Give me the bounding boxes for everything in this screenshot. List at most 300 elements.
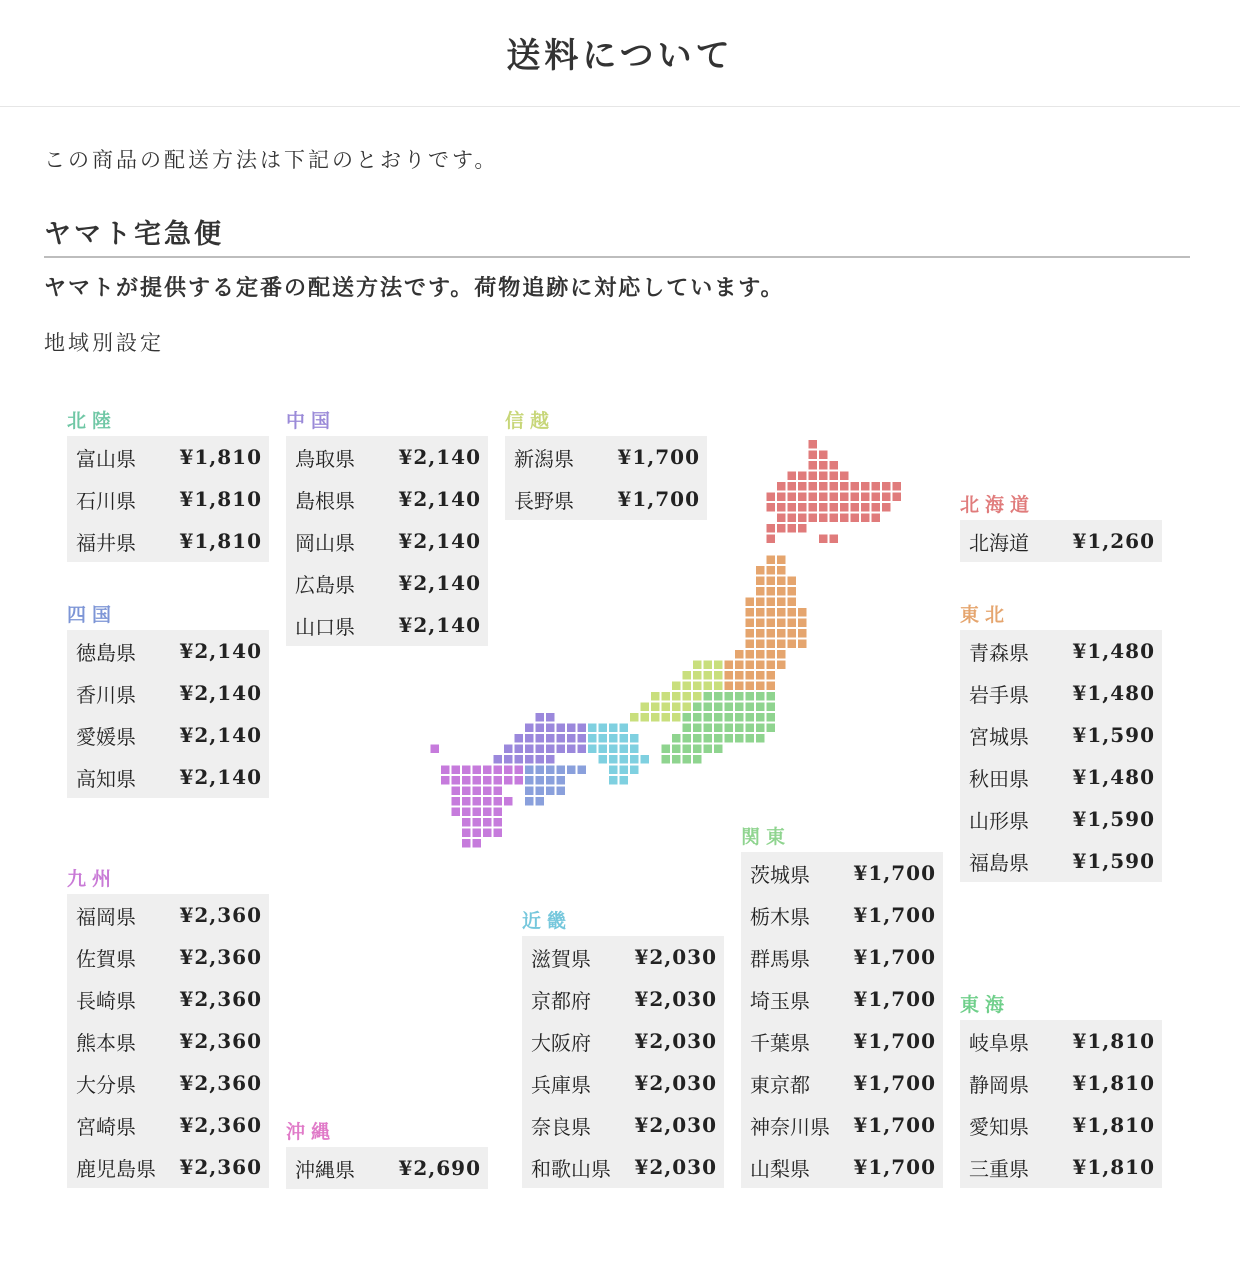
shipping-price: ¥1,810	[179, 529, 262, 553]
prefecture-row	[960, 672, 1162, 714]
map-cell-chubu	[714, 661, 723, 670]
shipping-price: ¥1,700	[853, 1155, 936, 1179]
prefecture-row	[67, 520, 269, 562]
region-title-hokkaido: 北海道	[960, 494, 1036, 516]
prefecture-name: 滋賀県	[531, 946, 591, 971]
map-cell-kyushu	[515, 766, 524, 775]
map-cell-chubu	[651, 692, 660, 701]
map-cell-chugoku	[494, 755, 503, 764]
shipping-price: ¥2,030	[634, 945, 717, 969]
map-cell-kinki	[599, 724, 608, 733]
map-cell-hokkaido	[798, 482, 807, 491]
prefecture-row	[960, 1146, 1162, 1188]
shipping-price: ¥2,360	[179, 1029, 262, 1053]
prefecture-row	[522, 1062, 724, 1104]
map-cell-kyushu	[431, 745, 440, 754]
prefecture-name: 長野県	[514, 488, 574, 513]
map-cell-hokkaido	[798, 493, 807, 502]
map-cell-tohoku	[725, 682, 734, 691]
map-cell-chugoku	[525, 745, 534, 754]
prefecture-row	[67, 630, 269, 672]
map-cell-kyushu	[473, 787, 482, 796]
map-cell-kyushu	[483, 787, 492, 796]
shipping-price: ¥1,590	[1072, 807, 1155, 831]
prefecture-row	[522, 1104, 724, 1146]
map-cell-kanto	[693, 703, 702, 712]
prefecture-name: 広島県	[295, 572, 355, 597]
prefecture-name: 千葉県	[750, 1030, 810, 1055]
map-cell-kinki	[599, 755, 608, 764]
shipping-price: ¥1,700	[853, 903, 936, 927]
map-cell-hokkaido	[893, 493, 902, 502]
map-cell-hokkaido	[882, 482, 891, 491]
prefecture-name: 山梨県	[750, 1156, 810, 1181]
map-cell-hokkaido	[819, 493, 828, 502]
map-cell-kinki	[588, 724, 597, 733]
map-cell-kyushu	[515, 776, 524, 785]
prefecture-name: 北海道	[969, 530, 1029, 555]
region-title-kanto: 関東	[741, 826, 792, 848]
map-cell-tohoku	[735, 650, 744, 659]
map-cell-kinki	[609, 766, 618, 775]
map-cell-chugoku	[557, 734, 566, 743]
map-cell-chugoku	[578, 734, 587, 743]
map-cell-kanto	[683, 734, 692, 743]
map-cell-kyushu	[441, 776, 450, 785]
map-cell-hokkaido	[872, 493, 881, 502]
prefecture-name: 山口県	[295, 614, 355, 639]
map-cell-tohoku	[756, 587, 765, 596]
map-cell-chugoku	[557, 745, 566, 754]
prefecture-row	[960, 630, 1162, 672]
shipping-price: ¥2,140	[179, 639, 262, 663]
shipping-price: ¥1,810	[1072, 1155, 1155, 1179]
map-cell-hokkaido	[830, 503, 839, 512]
map-cell-kyushu	[462, 829, 471, 838]
map-cell-hokkaido	[861, 482, 870, 491]
map-cell-kanto	[725, 734, 734, 743]
map-cell-shikoku	[525, 776, 534, 785]
prefecture-price-list	[67, 436, 269, 562]
map-cell-chubu	[714, 682, 723, 691]
prefecture-name: 福岡県	[76, 904, 136, 929]
map-cell-tohoku	[767, 661, 776, 670]
prefecture-name: 福井県	[76, 530, 136, 555]
shipping-price: ¥1,590	[1072, 849, 1155, 873]
map-cell-hokkaido	[767, 503, 776, 512]
map-cell-kyushu	[494, 829, 503, 838]
map-cell-kanto	[714, 713, 723, 722]
map-cell-tohoku	[746, 682, 755, 691]
map-cell-kinki	[620, 745, 629, 754]
map-cell-chugoku	[504, 745, 513, 754]
map-cell-tohoku	[767, 650, 776, 659]
map-cell-tohoku	[798, 629, 807, 638]
map-cell-tohoku	[756, 598, 765, 607]
map-cell-chugoku	[578, 745, 587, 754]
prefecture-name: 新潟県	[514, 446, 574, 471]
map-cell-chugoku	[578, 724, 587, 733]
map-cell-tohoku	[756, 650, 765, 659]
shipping-price: ¥2,360	[179, 987, 262, 1011]
map-cell-hokkaido	[872, 503, 881, 512]
map-cell-kanto	[756, 713, 765, 722]
map-cell-kyushu	[483, 818, 492, 827]
shipping-price: ¥2,030	[634, 1071, 717, 1095]
shipping-price: ¥1,480	[1072, 681, 1155, 705]
prefecture-row	[960, 756, 1162, 798]
map-cell-shikoku	[525, 787, 534, 796]
map-cell-chubu	[683, 682, 692, 691]
map-cell-hokkaido	[777, 503, 786, 512]
map-cell-tohoku	[746, 598, 755, 607]
map-cell-kanto	[693, 745, 702, 754]
map-cell-tohoku	[746, 640, 755, 649]
map-cell-chugoku	[536, 755, 545, 764]
map-cell-kanto	[704, 745, 713, 754]
map-cell-tohoku	[767, 598, 776, 607]
map-cell-hokkaido	[840, 493, 849, 502]
map-cell-kanto	[662, 755, 671, 764]
map-cell-kyushu	[483, 776, 492, 785]
map-cell-tohoku	[767, 556, 776, 565]
map-cell-shikoku	[525, 797, 534, 806]
map-cell-kyushu	[473, 766, 482, 775]
map-cell-kyushu	[483, 829, 492, 838]
map-cell-tohoku	[756, 671, 765, 680]
map-cell-tohoku	[746, 608, 755, 617]
shipping-price: ¥2,140	[398, 445, 481, 469]
map-cell-chubu	[630, 713, 639, 722]
map-cell-hokkaido	[777, 514, 786, 523]
map-cell-kanto	[683, 755, 692, 764]
map-cell-kanto	[704, 734, 713, 743]
map-cell-tohoku	[756, 566, 765, 575]
region-kinki	[522, 906, 724, 1188]
map-cell-kinki	[620, 724, 629, 733]
map-cell-tohoku	[788, 608, 797, 617]
map-cell-chubu	[641, 703, 650, 712]
shipping-price: ¥2,140	[398, 613, 481, 637]
map-cell-kinki	[630, 766, 639, 775]
prefecture-name: 富山県	[76, 446, 136, 471]
prefecture-name: 長崎県	[76, 988, 136, 1013]
map-cell-shikoku	[546, 787, 555, 796]
shipping-price: ¥1,810	[1072, 1071, 1155, 1095]
map-cell-chubu	[714, 671, 723, 680]
map-cell-kanto	[746, 734, 755, 743]
map-cell-chubu	[672, 703, 681, 712]
map-cell-kyushu	[473, 797, 482, 806]
map-cell-tohoku	[777, 650, 786, 659]
map-cell-chubu	[683, 703, 692, 712]
map-cell-kanto	[693, 724, 702, 733]
map-cell-kanto	[693, 713, 702, 722]
prefecture-row	[522, 1020, 724, 1062]
map-cell-hokkaido	[819, 535, 828, 544]
map-cell-hokkaido	[788, 514, 797, 523]
map-cell-hokkaido	[788, 524, 797, 533]
map-cell-tohoku	[756, 661, 765, 670]
prefecture-price-list	[960, 520, 1162, 562]
prefecture-name: 茨城県	[750, 862, 810, 887]
map-cell-kanto	[756, 724, 765, 733]
map-cell-hokkaido	[851, 514, 860, 523]
map-cell-hokkaido	[830, 493, 839, 502]
map-cell-hokkaido	[830, 461, 839, 470]
prefecture-name: 石川県	[76, 488, 136, 513]
map-cell-tohoku	[777, 556, 786, 565]
shipping-price: ¥2,140	[179, 723, 262, 747]
prefecture-row	[960, 520, 1162, 562]
map-cell-chubu	[651, 703, 660, 712]
map-cell-tohoku	[756, 577, 765, 586]
prefecture-name: 大分県	[76, 1072, 136, 1097]
prefecture-name: 岐阜県	[969, 1030, 1029, 1055]
map-cell-kyushu	[504, 766, 513, 775]
map-cell-kyushu	[483, 797, 492, 806]
map-cell-chubu	[672, 692, 681, 701]
shipping-price: ¥2,030	[634, 1029, 717, 1053]
map-cell-kyushu	[462, 808, 471, 817]
map-cell-tohoku	[777, 598, 786, 607]
map-cell-tohoku	[777, 661, 786, 670]
prefecture-row	[741, 1062, 943, 1104]
map-cell-hokkaido	[798, 524, 807, 533]
prefecture-row	[67, 894, 269, 936]
prefecture-row	[522, 978, 724, 1020]
map-cell-chubu	[662, 692, 671, 701]
map-cell-tohoku	[746, 650, 755, 659]
map-cell-kanto	[756, 734, 765, 743]
prefecture-name: 岡山県	[295, 530, 355, 555]
map-cell-kyushu	[473, 829, 482, 838]
map-cell-kyushu	[494, 787, 503, 796]
prefecture-row	[286, 1147, 488, 1189]
map-cell-tohoku	[767, 682, 776, 691]
map-cell-tohoku	[788, 587, 797, 596]
map-cell-chubu	[693, 692, 702, 701]
map-cell-chubu	[641, 713, 650, 722]
prefecture-row	[741, 978, 943, 1020]
prefecture-row	[67, 978, 269, 1020]
prefecture-name: 鳥取県	[295, 446, 355, 471]
prefecture-row	[67, 936, 269, 978]
map-cell-kyushu	[462, 839, 471, 848]
prefecture-name: 鹿児島県	[76, 1156, 156, 1181]
map-cell-shikoku	[536, 766, 545, 775]
map-cell-kyushu	[452, 766, 461, 775]
region-title-kyushu: 九州	[67, 868, 118, 890]
map-cell-kanto	[756, 703, 765, 712]
shipping-price: ¥1,260	[1072, 529, 1155, 553]
prefecture-name: 三重県	[969, 1156, 1029, 1181]
prefecture-row	[67, 1104, 269, 1146]
shipping-price: ¥2,030	[634, 987, 717, 1011]
region-okinawa	[286, 1117, 488, 1189]
map-cell-kanto	[683, 745, 692, 754]
map-cell-kyushu	[452, 787, 461, 796]
map-cell-chubu	[704, 682, 713, 691]
map-cell-shikoku	[546, 776, 555, 785]
map-cell-tohoku	[756, 682, 765, 691]
map-cell-hokkaido	[840, 472, 849, 481]
prefecture-name: 青森県	[969, 640, 1029, 665]
map-cell-chugoku	[515, 755, 524, 764]
prefecture-row	[960, 1020, 1162, 1062]
map-cell-kyushu	[462, 818, 471, 827]
map-cell-tohoku	[756, 629, 765, 638]
prefecture-row	[67, 478, 269, 520]
map-cell-shikoku	[557, 766, 566, 775]
map-cell-kinki	[588, 734, 597, 743]
shipping-price: ¥1,590	[1072, 723, 1155, 747]
map-cell-hokkaido	[840, 503, 849, 512]
prefecture-row	[67, 1146, 269, 1188]
map-cell-chugoku	[567, 745, 576, 754]
prefecture-price-list	[522, 936, 724, 1188]
map-cell-kinki	[609, 724, 618, 733]
map-cell-kinki	[630, 734, 639, 743]
map-cell-kinki	[609, 745, 618, 754]
prefecture-row	[67, 1062, 269, 1104]
prefecture-row	[741, 1104, 943, 1146]
map-cell-chugoku	[525, 755, 534, 764]
map-cell-shikoku	[578, 766, 587, 775]
map-cell-hokkaido	[830, 482, 839, 491]
prefecture-price-list	[960, 1020, 1162, 1188]
shipping-price: ¥1,700	[853, 987, 936, 1011]
prefecture-name: 島根県	[295, 488, 355, 513]
map-cell-kanto	[672, 745, 681, 754]
map-cell-tohoku	[746, 619, 755, 628]
map-cell-chugoku	[515, 745, 524, 754]
prefecture-name: 宮崎県	[76, 1114, 136, 1139]
prefecture-name: 徳島県	[76, 640, 136, 665]
map-cell-kinki	[620, 776, 629, 785]
map-cell-kanto	[672, 755, 681, 764]
map-cell-chugoku	[546, 724, 555, 733]
map-cell-kyushu	[462, 797, 471, 806]
map-cell-tohoku	[746, 671, 755, 680]
prefecture-row	[960, 714, 1162, 756]
map-cell-kanto	[683, 724, 692, 733]
prefecture-name: 埼玉県	[750, 988, 810, 1013]
map-cell-shikoku	[536, 776, 545, 785]
prefecture-name: 和歌山県	[531, 1156, 611, 1181]
map-cell-kyushu	[494, 818, 503, 827]
prefecture-price-list	[960, 630, 1162, 882]
region-title-chugoku: 中国	[286, 410, 337, 432]
map-cell-hokkaido	[767, 535, 776, 544]
japan-pixel-map	[420, 440, 920, 900]
map-cell-kinki	[609, 755, 618, 764]
region-title-okinawa: 沖縄	[286, 1121, 337, 1143]
map-cell-kanto	[714, 692, 723, 701]
map-cell-kanto	[735, 703, 744, 712]
shipping-price: ¥2,140	[398, 529, 481, 553]
map-cell-tohoku	[777, 566, 786, 575]
map-cell-tohoku	[725, 661, 734, 670]
map-cell-kanto	[746, 724, 755, 733]
map-cell-tohoku	[777, 640, 786, 649]
prefecture-name: 秋田県	[969, 766, 1029, 791]
map-cell-hokkaido	[788, 503, 797, 512]
map-cell-hokkaido	[851, 482, 860, 491]
map-cell-chugoku	[536, 724, 545, 733]
map-cell-chubu	[704, 671, 713, 680]
map-cell-hokkaido	[767, 524, 776, 533]
prefecture-row	[67, 1020, 269, 1062]
map-cell-tohoku	[788, 619, 797, 628]
shipping-price: ¥1,700	[617, 487, 700, 511]
map-cell-hokkaido	[830, 535, 839, 544]
shipping-price: ¥1,810	[1072, 1029, 1155, 1053]
prefecture-name: 沖縄県	[295, 1157, 355, 1182]
shipping-price: ¥2,360	[179, 1071, 262, 1095]
prefecture-name: 東京都	[750, 1072, 810, 1097]
map-cell-hokkaido	[788, 482, 797, 491]
map-cell-kanto	[767, 692, 776, 701]
map-cell-tohoku	[777, 619, 786, 628]
shipping-price: ¥1,810	[179, 445, 262, 469]
shipping-price: ¥2,360	[179, 903, 262, 927]
prefecture-row	[741, 1020, 943, 1062]
map-cell-hokkaido	[809, 482, 818, 491]
map-cell-kyushu	[494, 797, 503, 806]
map-cell-kinki	[630, 745, 639, 754]
map-cell-hokkaido	[872, 514, 881, 523]
map-cell-hokkaido	[882, 493, 891, 502]
shipping-price: ¥1,700	[853, 1071, 936, 1095]
map-cell-hokkaido	[861, 503, 870, 512]
map-cell-hokkaido	[788, 472, 797, 481]
region-title-tokai: 東海	[960, 994, 1011, 1016]
map-cell-chugoku	[536, 713, 545, 722]
region-setting-label: 地域別設定	[44, 331, 164, 355]
map-cell-chugoku	[546, 745, 555, 754]
shipping-price: ¥1,480	[1072, 765, 1155, 789]
map-cell-shikoku	[557, 776, 566, 785]
map-cell-kyushu	[494, 776, 503, 785]
map-cell-chugoku	[546, 713, 555, 722]
prefecture-row	[67, 672, 269, 714]
map-cell-kanto	[704, 724, 713, 733]
map-cell-tohoku	[767, 587, 776, 596]
region-title-shikoku: 四国	[67, 604, 118, 626]
map-cell-kyushu	[452, 776, 461, 785]
shipping-price: ¥1,700	[853, 1113, 936, 1137]
map-cell-kinki	[599, 745, 608, 754]
map-cell-kyushu	[473, 776, 482, 785]
shipping-price: ¥1,480	[1072, 639, 1155, 663]
shipping-price: ¥2,030	[634, 1155, 717, 1179]
prefecture-price-list	[67, 630, 269, 798]
map-cell-kanto	[725, 713, 734, 722]
region-hokuriku	[67, 406, 269, 562]
prefecture-name: 愛知県	[969, 1114, 1029, 1139]
map-cell-chugoku	[557, 724, 566, 733]
prefecture-name: 京都府	[531, 988, 591, 1013]
map-cell-tohoku	[746, 629, 755, 638]
map-cell-shikoku	[536, 797, 545, 806]
map-cell-kyushu	[494, 766, 503, 775]
map-cell-tohoku	[798, 640, 807, 649]
map-cell-hokkaido	[851, 503, 860, 512]
map-cell-hokkaido	[798, 472, 807, 481]
map-cell-tohoku	[777, 577, 786, 586]
map-cell-chugoku	[525, 734, 534, 743]
